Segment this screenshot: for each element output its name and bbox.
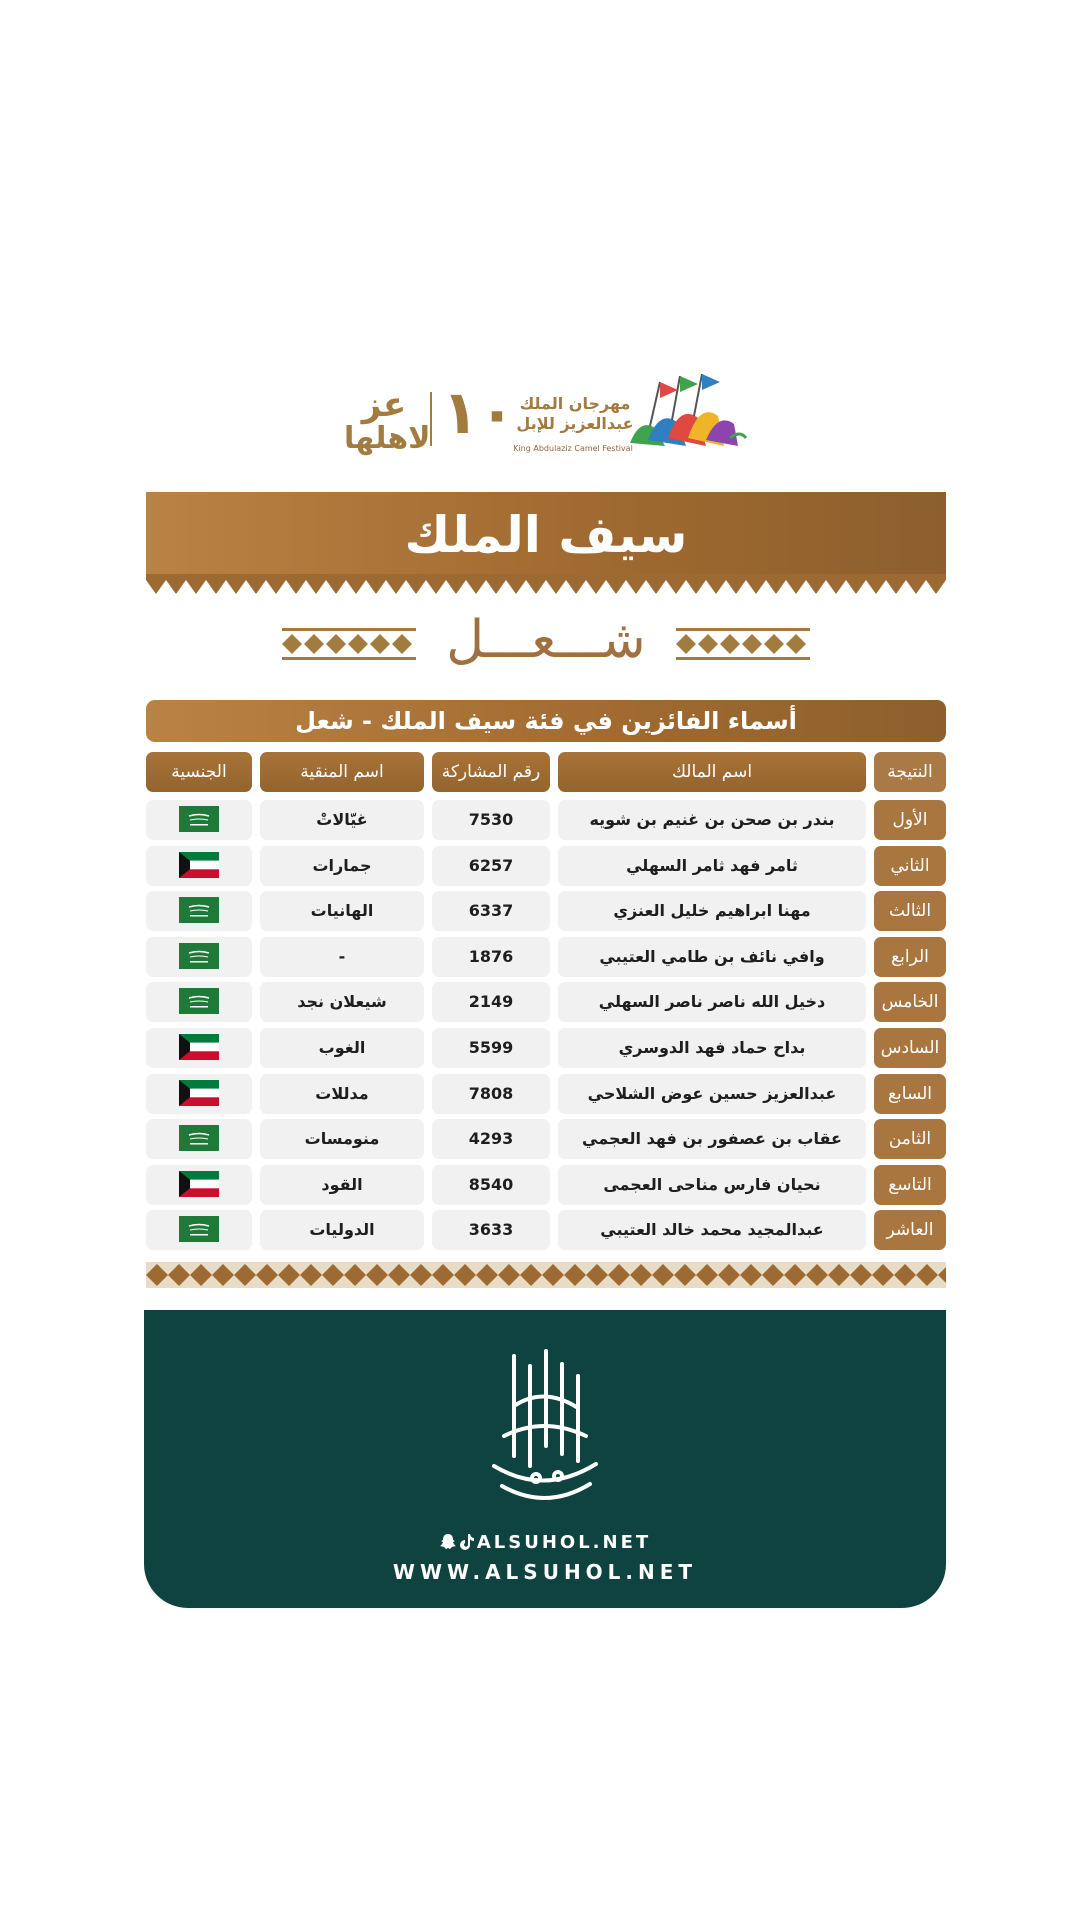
table-row bbox=[146, 891, 946, 931]
ornament-right-icon bbox=[676, 624, 816, 664]
saudi-flag-icon bbox=[179, 943, 219, 969]
camel-riders-icon bbox=[620, 368, 750, 458]
bottom-pattern-border bbox=[146, 1262, 946, 1288]
saudi-flag-icon bbox=[179, 988, 219, 1014]
number-cell: 7808 bbox=[432, 1074, 550, 1114]
nationality-cell bbox=[146, 846, 252, 886]
motto-line1: عز bbox=[361, 385, 407, 425]
saudi-flag-icon bbox=[179, 1125, 219, 1151]
nationality-cell bbox=[146, 1074, 252, 1114]
owner-cell: بداح حماد فهد الدوسري bbox=[558, 1028, 866, 1068]
rank-cell: الثاني bbox=[874, 846, 946, 886]
rank-cell: السادس bbox=[874, 1028, 946, 1068]
table-row bbox=[146, 1028, 946, 1068]
header-nationality: الجنسية bbox=[146, 752, 252, 792]
alsuhol-calligraphy-logo bbox=[474, 1346, 616, 1516]
kuwait-flag-icon bbox=[179, 852, 219, 878]
owner-cell: عبدالعزيز حسين عوض الشلاحي bbox=[558, 1074, 866, 1114]
nationality-cell bbox=[146, 1210, 252, 1250]
website-link[interactable]: WWW.ALSUHOL.NET bbox=[392, 1560, 698, 1584]
title-banner bbox=[146, 492, 946, 596]
owner-cell: بندر بن صحن بن غنيم بن شويه bbox=[558, 800, 866, 840]
number-cell: 2149 bbox=[432, 982, 550, 1022]
category-section bbox=[146, 610, 946, 670]
owner-cell: نحيان فارس مناحى العجمى bbox=[558, 1165, 866, 1205]
camel-cell: الدوليات bbox=[260, 1210, 424, 1250]
owner-cell: دخيل الله ناصر ناصر السهلي bbox=[558, 982, 866, 1022]
table-row bbox=[146, 1074, 946, 1114]
table-row bbox=[146, 982, 946, 1022]
owner-cell: عبدالمجيد محمد خالد العتيبي bbox=[558, 1210, 866, 1250]
camel-cell: القود bbox=[260, 1165, 424, 1205]
table-row bbox=[146, 846, 946, 886]
owner-cell: وافي نائف بن طامي العتيبي bbox=[558, 937, 866, 977]
nationality-cell bbox=[146, 1119, 252, 1159]
camel-cell: الهانيات bbox=[260, 891, 424, 931]
number-cell: 6337 bbox=[432, 891, 550, 931]
festival-name-en: King Abdulaziz Camel Festival bbox=[513, 444, 633, 453]
winners-subtitle: أسماء الفائزين في فئة سيف الملك - شعل bbox=[146, 700, 946, 742]
saudi-flag-icon bbox=[179, 897, 219, 923]
nationality-cell bbox=[146, 1028, 252, 1068]
rank-cell: الثالث bbox=[874, 891, 946, 931]
owner-cell: عقاب بن عصفور بن فهد العجمي bbox=[558, 1119, 866, 1159]
kuwait-flag-icon bbox=[179, 1080, 219, 1106]
camel-cell: الغوب bbox=[260, 1028, 424, 1068]
header-rank: النتيجة bbox=[874, 752, 946, 792]
camel-cell: - bbox=[260, 937, 424, 977]
table-row bbox=[146, 1119, 946, 1159]
rank-cell: السابع bbox=[874, 1074, 946, 1114]
saudi-flag-icon bbox=[179, 1216, 219, 1242]
social-handle-text: ALSUHOL.NET bbox=[476, 1532, 652, 1553]
nationality-cell bbox=[146, 891, 252, 931]
number-cell: 7530 bbox=[432, 800, 550, 840]
festival-name-ar-line1: مهرجان الملك bbox=[519, 394, 631, 413]
camel-cell: غيّالاتْ bbox=[260, 800, 424, 840]
table-row bbox=[146, 1165, 946, 1205]
sadu-pattern-border bbox=[146, 574, 946, 596]
table-row bbox=[146, 800, 946, 840]
logo-divider bbox=[430, 392, 432, 446]
social-handle[interactable] bbox=[144, 1532, 946, 1553]
edition-number: ١٠ bbox=[442, 378, 516, 448]
owner-cell: مهنا ابراهيم خليل العنزي bbox=[558, 891, 866, 931]
rank-cell: الخامس bbox=[874, 982, 946, 1022]
rank-cell: الثامن bbox=[874, 1119, 946, 1159]
motto-logo bbox=[344, 385, 431, 456]
snapchat-icon bbox=[439, 1533, 457, 1551]
nationality-cell bbox=[146, 982, 252, 1022]
header-number: رقم المشاركة bbox=[432, 752, 550, 792]
table-row bbox=[146, 937, 946, 977]
rank-cell: الرابع bbox=[874, 937, 946, 977]
rank-cell: الأول bbox=[874, 800, 946, 840]
camel-cell: مدللات bbox=[260, 1074, 424, 1114]
nationality-cell bbox=[146, 937, 252, 977]
nationality-cell bbox=[146, 1165, 252, 1205]
number-cell: 1876 bbox=[432, 937, 550, 977]
festival-name-ar-line2: عبدالعزيز للإبل bbox=[516, 414, 634, 433]
motto-line2: لاهلها bbox=[344, 421, 431, 456]
number-cell: 6257 bbox=[432, 846, 550, 886]
footer bbox=[144, 1310, 946, 1608]
kuwait-flag-icon bbox=[179, 1034, 219, 1060]
camel-cell: جمارات bbox=[260, 846, 424, 886]
header-camel: اسم المنقية bbox=[260, 752, 424, 792]
saudi-flag-icon bbox=[179, 806, 219, 832]
category-name: شـــعـــل bbox=[446, 610, 646, 670]
rank-cell: التاسع bbox=[874, 1165, 946, 1205]
camel-cell: منومسات bbox=[260, 1119, 424, 1159]
nationality-cell bbox=[146, 800, 252, 840]
rank-cell: العاشر bbox=[874, 1210, 946, 1250]
camel-cell: شيعلان نجد bbox=[260, 982, 424, 1022]
table-header bbox=[146, 752, 946, 792]
kuwait-flag-icon bbox=[179, 1171, 219, 1197]
number-cell: 3633 bbox=[432, 1210, 550, 1250]
number-cell: 4293 bbox=[432, 1119, 550, 1159]
owner-cell: ثامر فهد ثامر السهلي bbox=[558, 846, 866, 886]
number-cell: 5599 bbox=[432, 1028, 550, 1068]
number-cell: 8540 bbox=[432, 1165, 550, 1205]
page-title: سيف الملك bbox=[404, 506, 688, 564]
table-row bbox=[146, 1210, 946, 1250]
tiktok-icon bbox=[459, 1533, 475, 1551]
header-owner: اسم المالك bbox=[558, 752, 866, 792]
festival-logos bbox=[320, 358, 760, 468]
